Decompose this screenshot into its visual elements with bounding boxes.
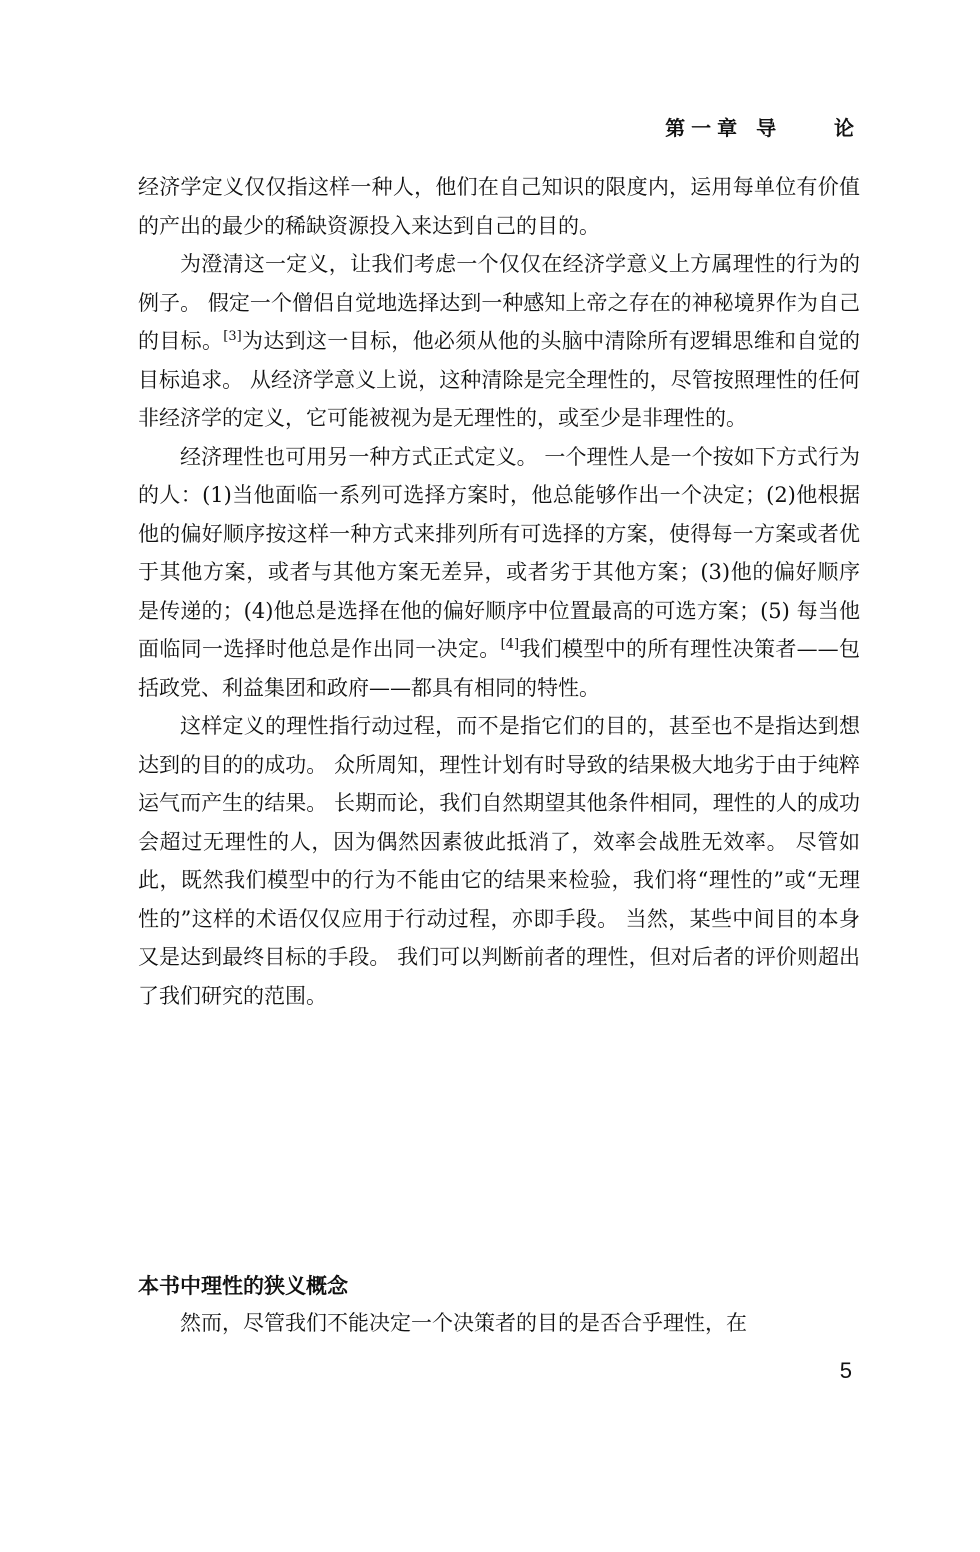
paragraph-2-text: 为澄清这一定义，让我们考虑一个仅仅在经济学意义上方属理性的行为的例子。 假定一个僧侣自觉地选择达到一种感知上帝之存在的神秘境界作为自己的目标。 xyxy=(138,252,860,353)
section-heading: 本书中理性的狭义概念 xyxy=(138,1274,348,1298)
paragraph-4: 这样定义的理性指行动过程，而不是指它们的目的，甚至也不是指达到想达到的目的的成功。 众所周知，理性计划有时导致的结果极大地劣于由于纯粹运气而产生的结果。 长期而论，我们自然期望其他条件相同，理性的人的成功会超过无理性的人，因为偶然因素彼此抵消了，效率会战胜无效率。 尽管如此，既然我们模型中的行为不能由它的结果来检验，我们将“理性的”或“无理性的”这样的术语仅仅应用于行动过程，亦即手段。 当然，某些中间目的本身又是达到最终目标的手段。 我们可以判断前者的理性，但对后者的评价则超出了我们研究的范围。 xyxy=(138,714,860,1008)
body-text xyxy=(138,168,860,1015)
paragraph-3 xyxy=(138,438,860,708)
page-number: 5 xyxy=(839,1358,852,1383)
footnote-ref-3: [3] xyxy=(223,329,242,344)
paragraph-1: 经济学定义仅仅指这样一种人，他们在自己知识的限度内，运用每单位有价值的产出的最少的稀缺资源投入来达到自己的目的。 xyxy=(138,175,860,238)
section-first-line: 然而，尽管我们不能决定一个决策者的目的是否合乎理性，在 xyxy=(180,1311,747,1335)
footnote-ref-4: [4] xyxy=(500,637,520,652)
paragraph-2-text-cont: 为达到这一目标，他必须从他的头脑中清除所有逻辑思维和自觉的目标追求。 从经济学意义上说，这种清除是完全理性的，尽管按照理性的任何非经济学的定义，它可能被视为是无理性的，或至少是非理性的。 xyxy=(138,329,861,430)
paragraph-2 xyxy=(138,245,860,438)
paragraph-3-text-cont: 我们模型中的所有理性决策者——包括政党、利益集团和政府——都具有相同的特性。 xyxy=(138,637,861,700)
running-header: 第一章 导 论 xyxy=(665,116,860,140)
paragraph-3-text: 经济理性也可用另一种方式正式定义。 一个理性人是一个按如下方式行为的人：(1)当他面临一系列可选择方案时，他总能够作出一个决定；(2)他根据他的偏好顺序按这样一种方式来排列所有可选择的方案，使得每一方案或者优于其他方案，或者与其他方案无差异，或者劣于其他方案；(3)他的偏好顺序是传递的；(4)他总是选择在他的偏好顺序中位置最高的可选方案；(5) 每当他面临同一选择时他总是作出同一决定。 xyxy=(138,444,860,661)
